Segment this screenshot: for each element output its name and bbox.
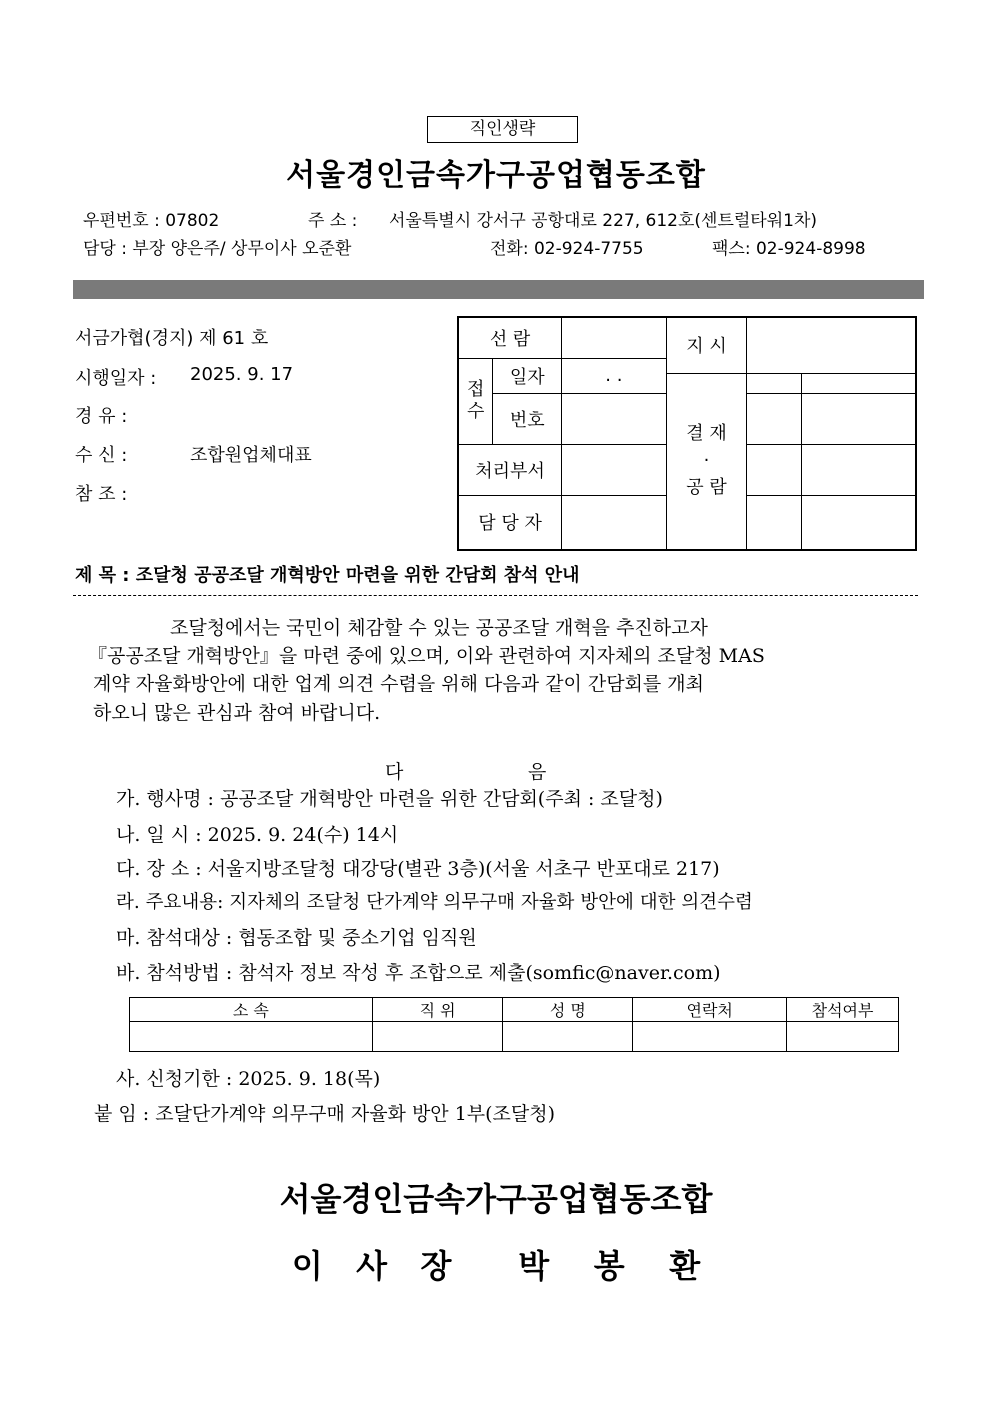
item-target: 마. 참석대상 : 협동조합 및 중소기업 임직원 bbox=[116, 927, 477, 949]
body-line-3: 계약 자율화방안에 대한 업계 의견 수렴을 위해 다음과 같이 간담회를 개최 bbox=[93, 673, 705, 695]
subject-divider bbox=[73, 595, 918, 596]
phone-number: 전화: 02-924-7755 bbox=[490, 239, 644, 259]
item-method: 바. 참석방법 : 참석자 정보 작성 후 조합으로 제출(somfic@naver.com) bbox=[116, 962, 721, 984]
col-contact: 연락처 bbox=[633, 998, 787, 1022]
organization-name: 서울경인금속가구공업협동조합 bbox=[286, 158, 706, 193]
col-position: 직 위 bbox=[372, 998, 503, 1022]
sign-cell-b3 bbox=[802, 444, 916, 495]
document-number: 서금가협(경지) 제 61 호 bbox=[75, 328, 269, 349]
recipient: 조합원업체대표 bbox=[190, 445, 312, 466]
attendance-table bbox=[129, 997, 899, 1052]
jisi-label: 지 시 bbox=[666, 317, 747, 373]
attendance-cell bbox=[787, 1022, 899, 1052]
item-event-name: 가. 행사명 : 공공조달 개혁방안 마련을 위한 간담회(주최 : 조달청) bbox=[116, 788, 663, 810]
processing-dept-cell bbox=[562, 444, 667, 495]
body-line-2: 『공공조달 개혁방안』을 마련 중에 있으며, 이와 관련하여 지자체의 조달청 MAS bbox=[88, 645, 765, 667]
beonho-cell bbox=[562, 393, 667, 444]
header-divider-bar bbox=[73, 280, 924, 299]
sign-cell-a2 bbox=[747, 393, 802, 444]
sign-cell-a4 bbox=[747, 495, 802, 550]
person-in-charge-label: 담 당 자 bbox=[458, 495, 562, 550]
ilja-label: 일자 bbox=[493, 358, 562, 393]
section-da: 다 bbox=[385, 761, 404, 783]
seonram-cell bbox=[562, 317, 667, 358]
name-cell bbox=[503, 1022, 633, 1052]
col-name: 성 명 bbox=[503, 998, 633, 1022]
sign-cell-b1 bbox=[802, 373, 916, 393]
subject-line: 제 목 : 조달청 공공조달 개혁방안 마련을 위한 간담회 참석 안내 bbox=[75, 565, 580, 586]
position-cell bbox=[372, 1022, 503, 1052]
date-label: 시행일자 : bbox=[75, 368, 157, 389]
contact-cell bbox=[633, 1022, 787, 1052]
seonram-label: 선 람 bbox=[458, 317, 562, 358]
signature-organization: 서울경인금속가구공업협동조합 bbox=[279, 1180, 713, 1218]
fax-number: 팩스: 02-924-8998 bbox=[712, 239, 866, 259]
gyeoljae-label: 결 재 · 공 람 bbox=[666, 373, 747, 550]
approval-table bbox=[457, 316, 917, 551]
jeopsu-label: 접수 bbox=[458, 358, 493, 444]
processing-dept-label: 처리부서 bbox=[458, 444, 562, 495]
section-eum: 음 bbox=[528, 761, 547, 783]
body-line-4: 하오니 많은 관심과 참여 바랍니다. bbox=[93, 702, 381, 724]
stamp-omitted-label: 직인생략 bbox=[427, 116, 578, 143]
reference-label: 참 조 : bbox=[75, 484, 128, 505]
item-main-content: 라. 주요내용: 지자체의 조달청 단가계약 의무구매 자율화 방안에 대한 의견수렴 bbox=[116, 892, 753, 913]
address-label: 주 소 : bbox=[308, 211, 358, 231]
postal-code: 우편번호 : 07802 bbox=[83, 211, 220, 231]
recipient-label: 수 신 : bbox=[75, 445, 128, 466]
beonho-label: 번호 bbox=[493, 393, 562, 444]
body-line-1: 조달청에서는 국민이 체감할 수 있는 공공조달 개혁을 추진하고자 bbox=[170, 617, 708, 639]
item-deadline: 사. 신청기한 : 2025. 9. 18(목) bbox=[116, 1068, 381, 1090]
issue-date: 2025. 9. 17 bbox=[190, 364, 294, 385]
sign-cell-b4 bbox=[802, 495, 916, 550]
via-label: 경 유 : bbox=[75, 406, 128, 427]
sign-cell-a1 bbox=[747, 373, 802, 393]
ilja-value: . . bbox=[562, 358, 667, 393]
item-location: 다. 장 소 : 서울지방조달청 대강당(별관 3층)(서울 서초구 반포대로 217) bbox=[116, 858, 720, 880]
sign-cell-b2 bbox=[802, 393, 916, 444]
affiliation-cell bbox=[130, 1022, 373, 1052]
attachment-line: 붙 임 : 조달단가계약 의무구매 자율화 방안 1부(조달청) bbox=[94, 1103, 556, 1125]
person-in-charge-cell bbox=[562, 495, 667, 550]
contact-person: 담당 : 부장 양은주/ 상무이사 오준환 bbox=[83, 239, 352, 259]
address: 서울특별시 강서구 공항대로 227, 612호(센트럴타워1차) bbox=[389, 211, 818, 231]
sign-cell-a3 bbox=[747, 444, 802, 495]
jisi-cell bbox=[747, 317, 916, 373]
item-datetime: 나. 일 시 : 2025. 9. 24(수) 14시 bbox=[116, 824, 399, 846]
col-affiliation: 소 속 bbox=[130, 998, 373, 1022]
col-attendance: 참석여부 bbox=[787, 998, 899, 1022]
signature-chairman: 이 사 장 박 봉 환 bbox=[291, 1247, 701, 1285]
